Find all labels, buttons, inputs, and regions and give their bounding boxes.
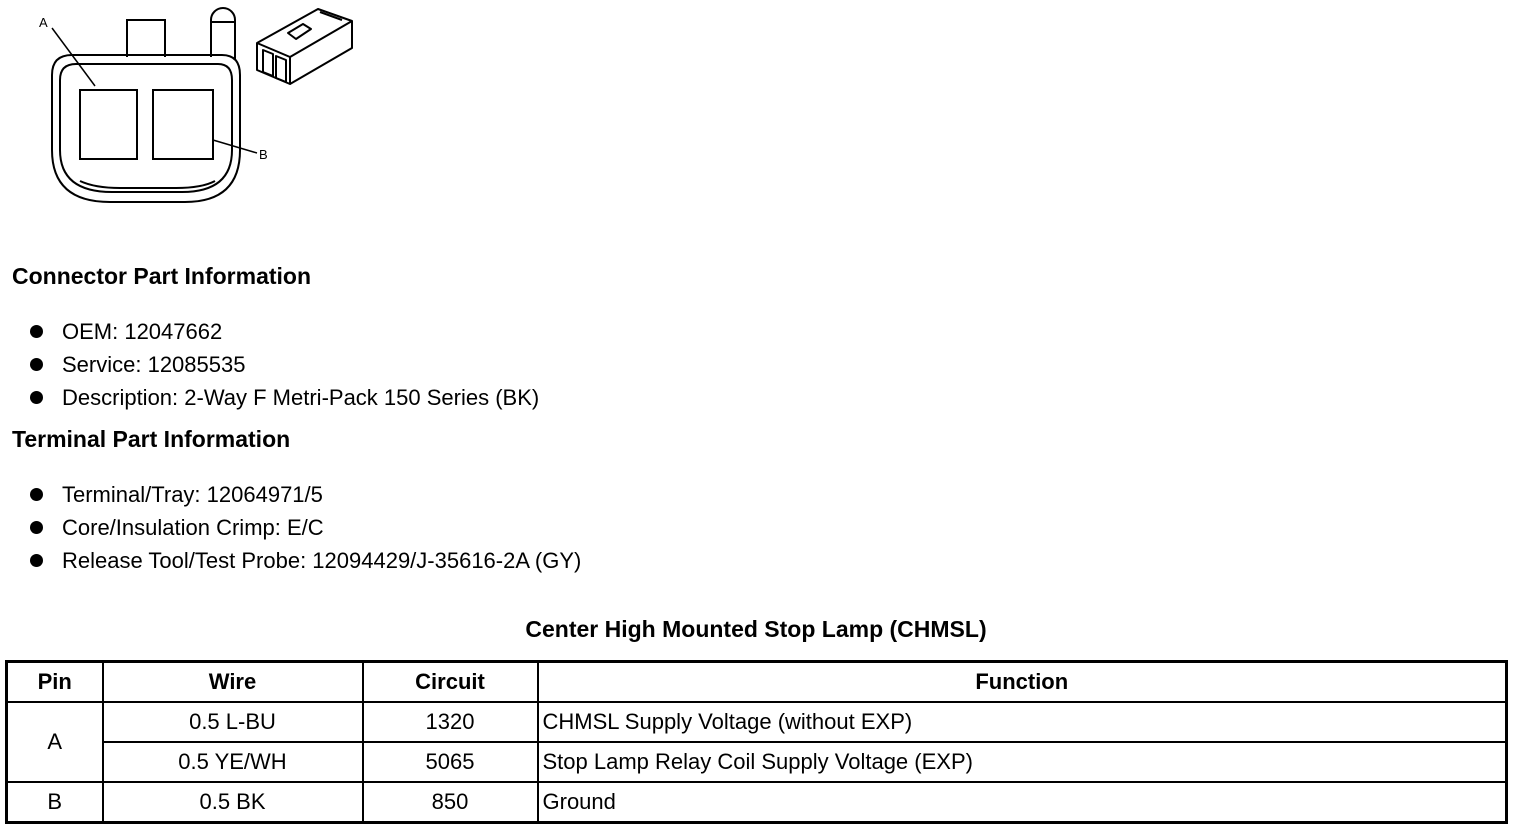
header-circuit: Circuit bbox=[363, 662, 538, 703]
bullet-icon bbox=[30, 521, 43, 534]
table-row bbox=[7, 702, 1507, 742]
function-cell: Stop Lamp Relay Coil Supply Voltage (EXP) bbox=[538, 742, 1507, 782]
terminal-part-info-heading: Terminal Part Information bbox=[12, 426, 291, 452]
list-item bbox=[30, 481, 581, 514]
list-item-text: Core/Insulation Crimp: E/C bbox=[62, 515, 324, 540]
function-cell: Ground bbox=[538, 782, 1507, 823]
pin-cell: A bbox=[7, 702, 103, 782]
bullet-icon bbox=[30, 358, 43, 371]
list-item bbox=[30, 547, 581, 580]
connector-part-info-heading: Connector Part Information bbox=[12, 263, 312, 289]
circuit-cell: 5065 bbox=[363, 742, 538, 782]
connector-diagram bbox=[0, 0, 380, 220]
list-item-text: Description: 2-Way F Metri-Pack 150 Series (BK) bbox=[62, 385, 540, 410]
list-item bbox=[30, 351, 539, 384]
bullet-icon bbox=[30, 391, 43, 404]
header-function: Function bbox=[538, 662, 1507, 703]
cavity-label-b: B bbox=[259, 147, 268, 162]
list-item-text: Release Tool/Test Probe: 12094429/J-35616-2A (GY) bbox=[62, 548, 582, 573]
connector-part-info-list bbox=[30, 318, 539, 417]
cavity-label-a: A bbox=[39, 15, 48, 30]
header-wire: Wire bbox=[103, 662, 363, 703]
table-row bbox=[7, 782, 1507, 823]
bullet-icon bbox=[30, 488, 43, 501]
list-item bbox=[30, 384, 539, 417]
pinout-table bbox=[5, 660, 1508, 824]
list-item bbox=[30, 318, 539, 351]
list-item-text: Service: 12085535 bbox=[62, 352, 246, 377]
bullet-icon bbox=[30, 554, 43, 567]
list-item-text: Terminal/Tray: 12064971/5 bbox=[62, 482, 323, 507]
bullet-icon bbox=[30, 325, 43, 338]
wire-cell: 0.5 BK bbox=[103, 782, 363, 823]
circuit-cell: 1320 bbox=[363, 702, 538, 742]
table-title: Center High Mounted Stop Lamp (CHMSL) bbox=[525, 616, 987, 642]
header-pin: Pin bbox=[7, 662, 103, 703]
list-item-text: OEM: 12047662 bbox=[62, 319, 223, 344]
wire-cell: 0.5 L-BU bbox=[103, 702, 363, 742]
function-cell: CHMSL Supply Voltage (without EXP) bbox=[538, 702, 1507, 742]
terminal-part-info-list bbox=[30, 481, 581, 580]
table-header-row bbox=[7, 662, 1507, 703]
circuit-cell: 850 bbox=[363, 782, 538, 823]
list-item bbox=[30, 514, 581, 547]
table-row bbox=[7, 742, 1507, 782]
pin-cell: B bbox=[7, 782, 103, 823]
wire-cell: 0.5 YE/WH bbox=[103, 742, 363, 782]
